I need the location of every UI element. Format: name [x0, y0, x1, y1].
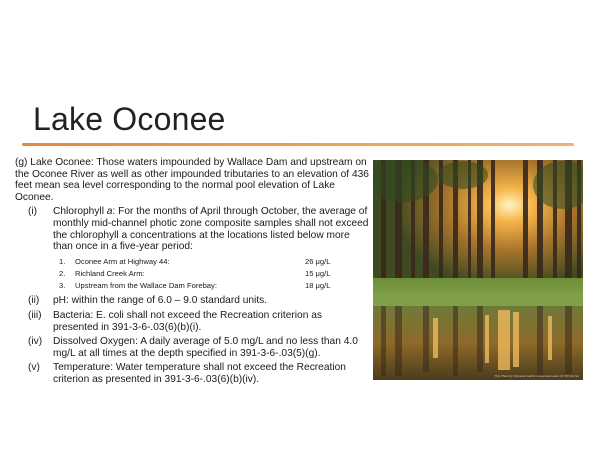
location-item	[53, 280, 370, 292]
criterion-text: Bacteria: E. coli shall not exceed the Recreation criterion as presented in 391-3-6-.03(6)(b)(i).	[53, 309, 322, 333]
criterion-text: pH: within the range of 6.0 – 9.0 standard units.	[53, 295, 268, 307]
criterion-number: (iv)	[28, 336, 43, 348]
location-list	[53, 256, 370, 293]
location-value: 26 μg/L	[305, 256, 331, 266]
lake-forest-image	[373, 160, 583, 380]
criterion-text: Dissolved Oxygen: A daily average of 5.0 mg/L and no less than 4.0 mg/L at all times at the depth specified in 391-3-6-.03(5)(g).	[53, 336, 358, 359]
criterion-item	[15, 206, 370, 292]
location-number: 3.	[59, 281, 66, 291]
criteria-text	[15, 157, 370, 389]
criterion-text-post: : For the months of April through October, the average of monthly mid-channel photic zone composite samples shall not exceed the chlorophyll a concentrations at the locations listed below more than once in a five-year period:	[53, 206, 369, 253]
location-item	[53, 256, 370, 268]
location-name: Upstream from the Wallace Dam Forebay:	[75, 281, 217, 291]
criterion-item	[15, 362, 370, 385]
criterion-item	[15, 295, 370, 307]
lake-forest-photo	[373, 160, 583, 380]
criterion-number: (ii)	[28, 295, 40, 307]
criterion-text-pre: Chlorophyll	[53, 206, 107, 218]
location-name: Richland Creek Arm:	[75, 268, 145, 278]
location-number: 1.	[59, 256, 66, 266]
slide-title: Lake Oconee	[33, 101, 226, 137]
criterion-item	[15, 310, 370, 333]
criterion-text-em: a	[106, 206, 113, 218]
criterion-number: (i)	[28, 206, 38, 218]
criterion-item	[15, 336, 370, 359]
criterion-number: (iii)	[28, 309, 42, 321]
criterion-number: (v)	[28, 362, 40, 374]
location-value: 18 μg/L	[305, 281, 331, 291]
photo-credit: This Photo by Unknown Author is licensed under CC BY-NC-SA	[494, 374, 579, 378]
location-item	[53, 268, 370, 280]
location-number: 2.	[59, 268, 66, 278]
location-value: 15 μg/L	[305, 268, 331, 278]
intro-paragraph: (g) Lake Oconee: Those waters impounded by Wallace Dam and upstream on the Oconee River as well as other impounded tributaries to an elevation of 436 feet mean sea level corresponding to the normal pool elevation of Lake Oconee.	[15, 157, 369, 203]
criterion-text: Temperature: Water temperature shall not exceed the Recreation criterion as presented in 391-3-6-.03(6)(b)(iv).	[53, 362, 346, 385]
location-name: Oconee Arm at Highway 44:	[75, 256, 170, 266]
title-underline	[22, 143, 574, 146]
